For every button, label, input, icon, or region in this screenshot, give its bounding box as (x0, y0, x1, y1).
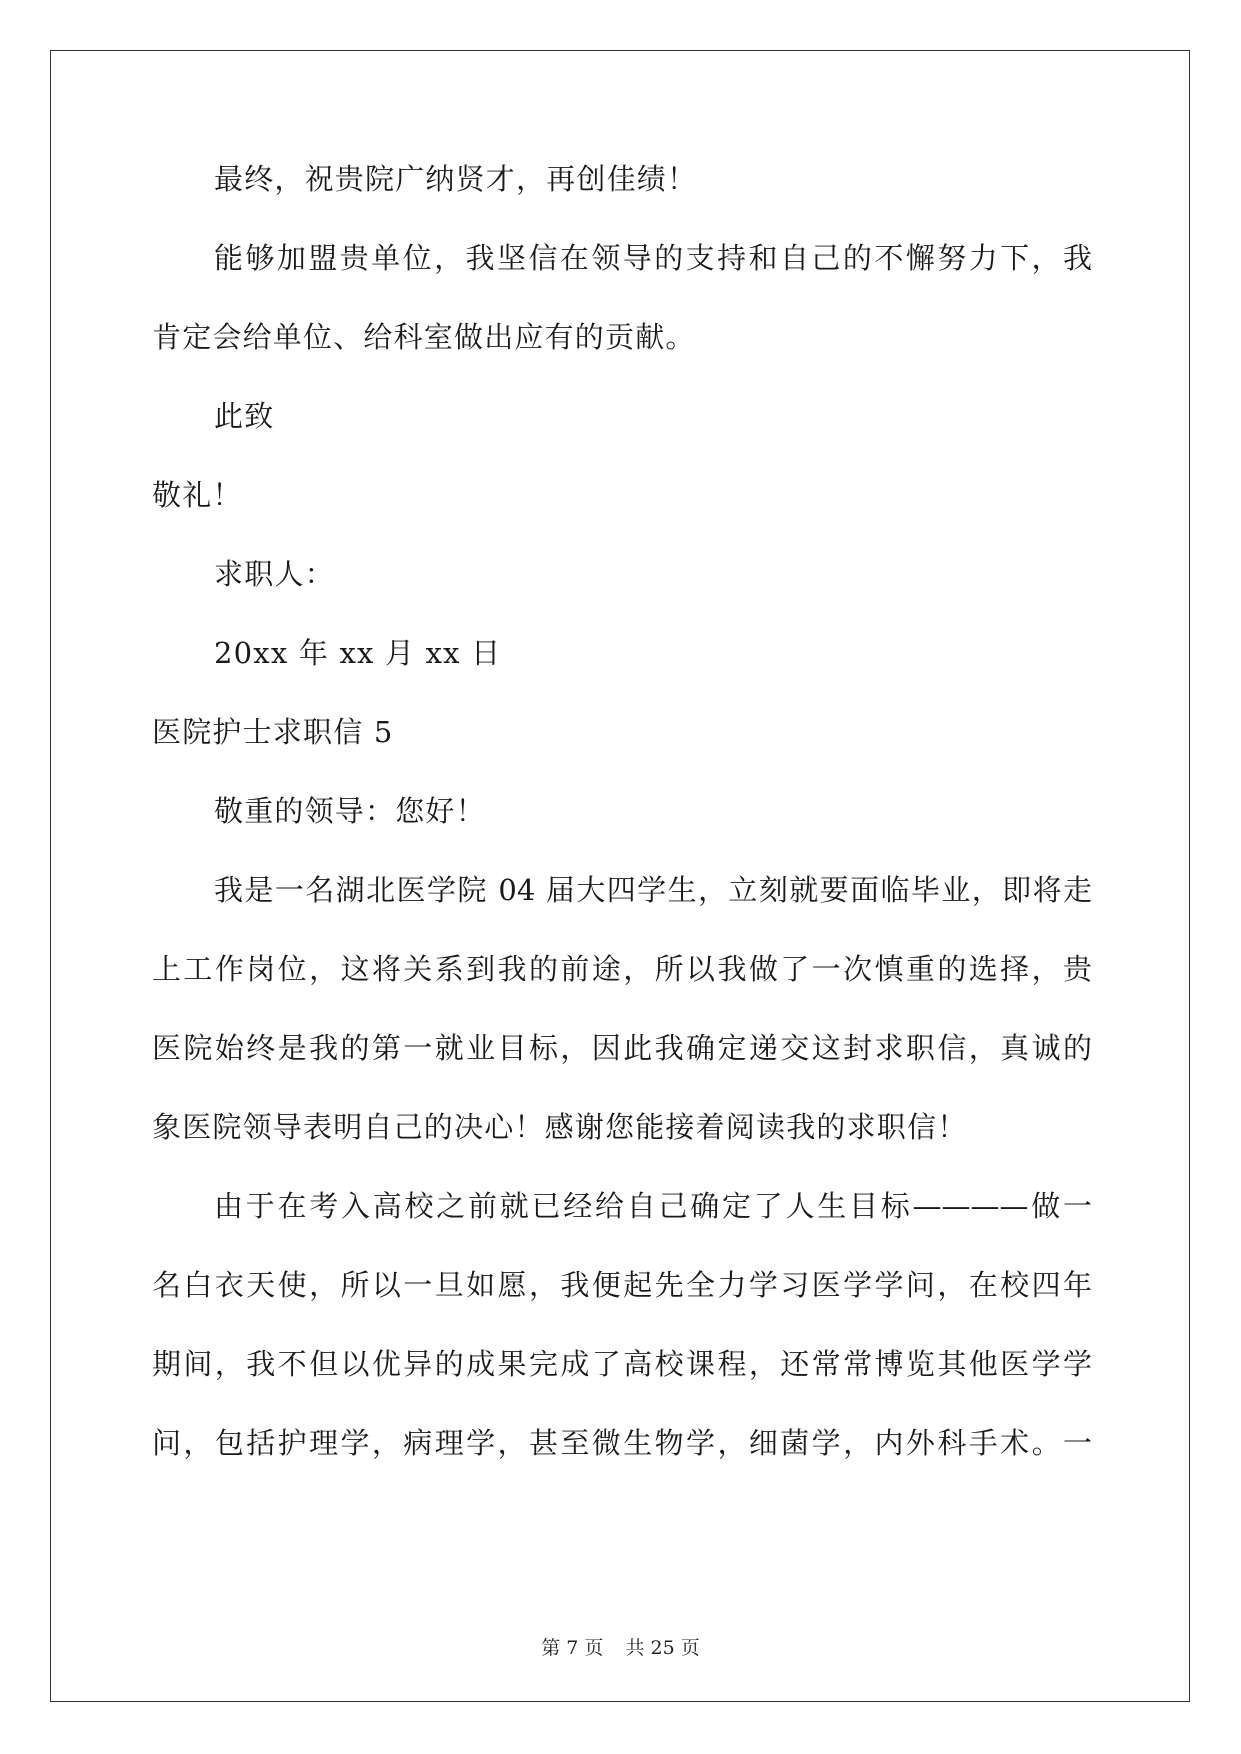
page-number: 第 7 页 (541, 1637, 604, 1659)
section-heading: 医院护士求职信 5 (152, 715, 394, 749)
text-line: 能够加盟贵单位，我坚信在领导的支持和自己的不懈努力下，我 (214, 241, 1092, 275)
text-line: 象医院领导表明自己的决心！感谢您能接着阅读我的求职信！ (152, 1110, 968, 1144)
text-line: 问，包括护理学，病理学，甚至微生物学，细菌学，内外科手术。一 (152, 1426, 1092, 1460)
text-line: 此致 (214, 399, 275, 433)
text-line: 上工作岗位，这将关系到我的前途，所以我做了一次慎重的选择，贵 (152, 952, 1092, 986)
text-line: 期间，我不但以优异的成果完成了高校课程，还常常博览其他医学学 (152, 1347, 1092, 1381)
text-line: 名白衣天使，所以一旦如愿，我便起先全力学习医学学问，在校四年 (152, 1268, 1092, 1302)
text-line: 敬重的领导：您好！ (214, 794, 486, 828)
text-line: 我是一名湖北医学院 04 届大四学生，立刻就要面临毕业，即将走 (214, 873, 1092, 907)
document-body (152, 140, 1092, 1483)
text-line: 求职人： (214, 557, 335, 591)
text-line: 由于在考入高校之前就已经给自己确定了人生目标————做一 (214, 1189, 1092, 1223)
text-line: 肯定会给单位、给科室做出应有的贡献。 (152, 320, 696, 354)
page-footer (0, 1633, 1241, 1660)
text-line: 最终，祝贵院广纳贤才，再创佳绩！ (214, 162, 698, 196)
text-line: 敬礼！ (152, 478, 243, 512)
text-line: 医院始终是我的第一就业目标，因此我确定递交这封求职信，真诚的 (152, 1031, 1092, 1065)
page-total: 共 25 页 (625, 1637, 700, 1659)
text-line: 20xx 年 xx 月 xx 日 (214, 636, 502, 670)
